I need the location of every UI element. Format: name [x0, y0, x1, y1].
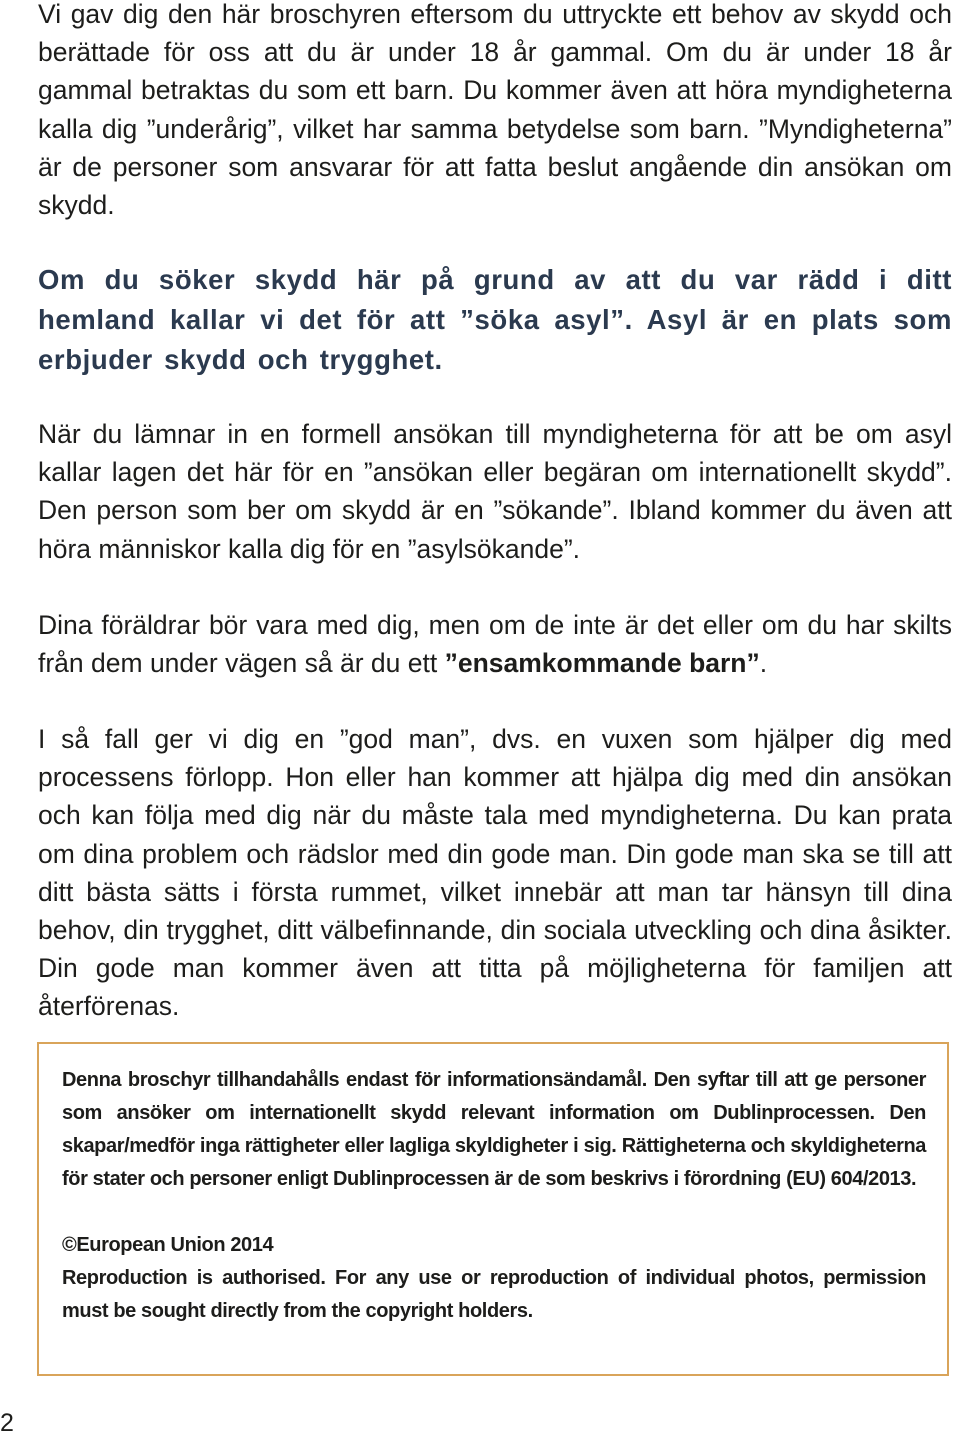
application-paragraph: När du lämnar in en formell ansökan till myndigheterna för att be om asyl kallar lagen det här för en ”ansökan eller begäran om internationellt skydd”. Den person som ber om skydd är en ”sökande”. Ibland kommer du även att höra människor kalla dig för en ”asylsökande”.: [38, 419, 952, 564]
copyright-line: ©European Union 2014: [62, 1234, 274, 1256]
parents-text-end: .: [759, 648, 768, 679]
page-number: 2: [0, 1409, 14, 1437]
notice-box: [37, 1042, 949, 1376]
parents-text: Dina föräldrar bör vara med dig, men om de inte är det eller om du har skilts från dem under vägen så är du ett: [38, 610, 952, 679]
asylum-definition-paragraph: Om du söker skydd här på grund av att du var rädd i ditt hemland kallar vi det för att ”söka asyl”. Asyl är en plats som erbjuder skydd och trygghet.: [38, 264, 952, 375]
reproduction-notice: Reproduction is authorised. For any use or reproduction of individual photos, permission must be sought directly from the copyright holders.: [62, 1267, 926, 1322]
disclaimer-text: Denna broschyr tillhandahålls endast för informationsändamål. Den syftar till att ge personer som ansöker om internationellt skydd relevant information om Dublinprocessen. Den skapar/medför inga rättigheter eller lagliga skyldigheter i sig. Rättigheterna och skyldigheterna för stater och personer enligt Dublinprocessen är de som beskrivs i förordning (EU) 604/2013.: [62, 1069, 926, 1190]
intro-paragraph: Vi gav dig den här broschyren eftersom du uttryckte ett behov av skydd och berättade för oss att du är under 18 år gammal. Om du är under 18 år gammal betraktas du som ett barn. Du kommer även att höra myndigheterna kalla dig ”underårig”, vilket har samma betydelse som barn. ”Myndigheterna” är de personer som ansvarar för att fatta beslut angående din ansökan om skydd.: [38, 0, 952, 221]
guardian-paragraph: I så fall ger vi dig en ”god man”, dvs. en vuxen som hjälper dig med processens förlopp. Hon eller han kommer att hjälpa dig med din ansökan och kan följa med dig när du måste tala med myndigheterna. Du kan prata om dina problem och rädslor med din gode man. Din gode man ska se till att ditt bästa sätts i första rummet, vilket innebär att man tar hänsyn till dina behov, din trygghet, ditt välbefinnande, din sociala utveckling och dina åsikter. Din gode man kommer även att titta på möjligheterna för familjen att återförenas.: [38, 724, 952, 1022]
notice-box-content: [62, 1064, 926, 1328]
unaccompanied-child-paragraph: [38, 606, 952, 682]
unaccompanied-child-term: ”ensamkommande barn”: [444, 648, 760, 679]
